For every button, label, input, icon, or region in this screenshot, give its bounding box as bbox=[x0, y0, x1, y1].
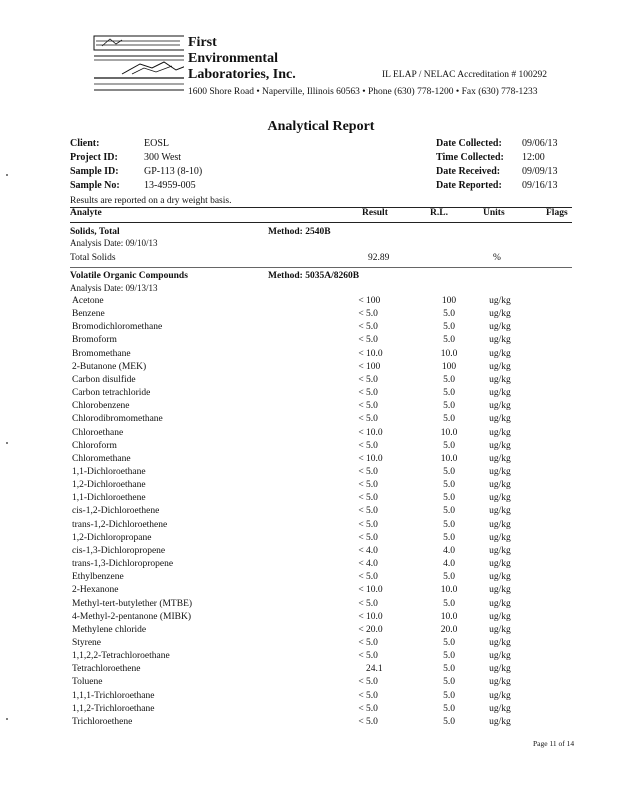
result-value: 5.0 bbox=[366, 716, 378, 727]
result-qualifier: < bbox=[358, 401, 364, 412]
result-qualifier: < bbox=[358, 690, 364, 701]
analyte-name: Toluene bbox=[72, 677, 103, 688]
table-row bbox=[0, 322, 642, 335]
result-qualifier: < bbox=[358, 374, 364, 385]
reporting-limit: 5.0 bbox=[443, 467, 455, 477]
result-units: ug/kg bbox=[489, 559, 511, 569]
analyte-name: Chloromethane bbox=[72, 453, 131, 464]
company-name-line3: Laboratories, Inc. bbox=[188, 67, 296, 82]
table-row bbox=[0, 638, 642, 651]
result-units: ug/kg bbox=[489, 677, 511, 688]
result-qualifier: < bbox=[358, 388, 364, 399]
result-value: 5.0 bbox=[366, 388, 378, 399]
result-units: ug/kg bbox=[489, 374, 511, 385]
result-value: 5.0 bbox=[366, 703, 378, 714]
reporting-limit: 5.0 bbox=[443, 506, 455, 517]
analyte-name: 1,1,2,2-Tetrachloroethane bbox=[72, 651, 170, 661]
result-value: 5.0 bbox=[366, 414, 378, 425]
result-value: 10.0 bbox=[366, 585, 383, 596]
result-qualifier: < bbox=[358, 440, 364, 451]
result-qualifier: < bbox=[358, 598, 364, 609]
scan-speck bbox=[6, 174, 8, 176]
result-value: 5.0 bbox=[366, 637, 378, 648]
result-value: 5.0 bbox=[366, 651, 378, 661]
result-qualifier: < bbox=[358, 677, 364, 688]
analyte-name: cis-1,3-Dichloropropene bbox=[72, 545, 166, 556]
result-units: ug/kg bbox=[489, 545, 511, 556]
reporting-limit: 5.0 bbox=[443, 480, 455, 491]
analyte-name: Bromodichloromethane bbox=[72, 322, 163, 333]
date-received-label: Date Received: bbox=[436, 166, 501, 177]
reporting-limit: 5.0 bbox=[443, 322, 455, 333]
basis-note: Results are reported on a dry weight basis. bbox=[70, 196, 232, 206]
result-units: ug/kg bbox=[489, 467, 511, 477]
result-qualifier: < bbox=[358, 414, 364, 425]
date-received-value: 09/09/13 bbox=[522, 166, 558, 177]
result-units: ug/kg bbox=[489, 296, 511, 306]
result-value: 10.0 bbox=[366, 348, 383, 359]
table-row bbox=[0, 704, 642, 717]
reporting-limit: 10.0 bbox=[440, 585, 458, 596]
analyte-name: Carbon tetrachloride bbox=[72, 388, 151, 399]
result-qualifier: < bbox=[358, 493, 364, 504]
lab-address: 1600 Shore Road • Naperville, Illinois 60563 • Phone (630) 778-1200 • Fax (630) 778-1233 bbox=[188, 87, 538, 97]
analyte-name: 4-Methyl-2-pentanone (MIBK) bbox=[72, 611, 191, 622]
result-qualifier: < bbox=[358, 322, 364, 333]
reporting-limit: 4.0 bbox=[443, 545, 455, 556]
result-value: 10.0 bbox=[366, 611, 383, 622]
result-value: 24.1 bbox=[366, 664, 383, 675]
result-qualifier: < bbox=[358, 637, 364, 648]
result-units: ug/kg bbox=[489, 506, 511, 517]
analyte-name: Acetone bbox=[72, 296, 104, 306]
analyte-name: trans-1,2-Dichloroethene bbox=[72, 519, 168, 530]
result-units: ug/kg bbox=[489, 651, 511, 661]
reporting-limit: 5.0 bbox=[443, 690, 455, 701]
analyte-name: 2-Butanone (MEK) bbox=[72, 361, 147, 372]
result-units: ug/kg bbox=[489, 637, 511, 648]
table-row bbox=[0, 717, 642, 730]
date-collected-label: Date Collected: bbox=[436, 138, 502, 149]
report-title: Analytical Report bbox=[267, 119, 375, 134]
analyte-name: 1,1,1-Trichloroethane bbox=[72, 690, 155, 701]
table-row bbox=[0, 625, 642, 638]
reporting-limit: 10.0 bbox=[440, 611, 458, 622]
time-collected-label: Time Collected: bbox=[436, 152, 504, 163]
result-units: ug/kg bbox=[489, 598, 511, 609]
result-value: 5.0 bbox=[366, 335, 378, 346]
client-label: Client: bbox=[70, 138, 100, 149]
analyte-name: Chlorobenzene bbox=[72, 401, 130, 412]
analyte-name: Methylene chloride bbox=[72, 624, 147, 635]
scan-speck bbox=[6, 442, 8, 444]
reporting-limit: 5.0 bbox=[443, 440, 455, 451]
result-qualifier: < bbox=[358, 335, 364, 346]
result-units: ug/kg bbox=[489, 664, 511, 675]
analyte-name: 1,2-Dichloropropane bbox=[72, 532, 152, 543]
company-name-line1: First bbox=[188, 35, 217, 50]
result-value: 100 bbox=[366, 296, 381, 306]
table-row bbox=[0, 375, 642, 388]
analyte-name: 1,2-Dichloroethane bbox=[72, 480, 146, 491]
result-units: ug/kg bbox=[489, 414, 511, 425]
result-units: ug/kg bbox=[489, 690, 511, 701]
table-row bbox=[0, 664, 642, 677]
analyte-name: 1,1-Dichloroethane bbox=[72, 467, 146, 477]
result-qualifier: < bbox=[358, 545, 364, 556]
result-qualifier: < bbox=[358, 651, 364, 661]
voc-section-title: Volatile Organic Compounds bbox=[70, 271, 188, 281]
table-row bbox=[0, 454, 642, 467]
reporting-limit: 5.0 bbox=[443, 637, 455, 648]
result-value: 5.0 bbox=[366, 519, 378, 530]
result-value: 5.0 bbox=[366, 480, 378, 491]
reporting-limit: 5.0 bbox=[443, 703, 455, 714]
result-qualifier: < bbox=[358, 480, 364, 491]
analyte-name: Styrene bbox=[72, 637, 102, 648]
section-divider bbox=[70, 267, 572, 268]
result-value: 5.0 bbox=[366, 322, 378, 333]
table-row bbox=[0, 467, 642, 480]
table-row bbox=[0, 401, 642, 414]
table-row bbox=[0, 506, 642, 519]
result-value: 4.0 bbox=[366, 559, 378, 569]
reporting-limit: 5.0 bbox=[443, 716, 455, 727]
table-row bbox=[0, 691, 642, 704]
reporting-limit: 5.0 bbox=[443, 598, 455, 609]
result-qualifier: < bbox=[358, 296, 364, 306]
sample-id-label: Sample ID: bbox=[70, 166, 119, 177]
result-qualifier: < bbox=[358, 361, 364, 372]
analyte-name: Chlorodibromomethane bbox=[72, 414, 163, 425]
col-units: Units bbox=[483, 208, 505, 218]
table-row bbox=[0, 428, 642, 441]
result-value: 5.0 bbox=[366, 440, 378, 451]
analyte-name: trans-1,3-Dichloropropene bbox=[72, 559, 174, 569]
result-value: 5.0 bbox=[366, 493, 378, 504]
col-rl: R.L. bbox=[430, 208, 448, 218]
analyte-name: 1,1-Dichloroethene bbox=[72, 493, 146, 504]
sample-no-label: Sample No: bbox=[70, 180, 120, 191]
table-row bbox=[0, 349, 642, 362]
result-units: ug/kg bbox=[489, 361, 511, 372]
scan-speck bbox=[6, 718, 8, 720]
result-units: ug/kg bbox=[489, 480, 511, 491]
total-solids-name: Total Solids bbox=[70, 253, 116, 263]
lab-logo-graphic bbox=[92, 34, 184, 94]
result-value: 10.0 bbox=[366, 427, 383, 438]
result-value: 100 bbox=[366, 361, 381, 372]
reporting-limit: 5.0 bbox=[443, 493, 455, 504]
reporting-limit: 20.0 bbox=[440, 624, 458, 635]
reporting-limit: 5.0 bbox=[443, 374, 455, 385]
result-value: 20.0 bbox=[366, 624, 383, 635]
analyte-name: Carbon disulfide bbox=[72, 374, 136, 385]
reporting-limit: 5.0 bbox=[443, 388, 455, 399]
reporting-limit: 100 bbox=[441, 296, 457, 306]
analyte-name: Chloroethane bbox=[72, 427, 124, 438]
reporting-limit: 5.0 bbox=[443, 414, 455, 425]
result-units: ug/kg bbox=[489, 427, 511, 438]
reporting-limit: 5.0 bbox=[443, 664, 455, 675]
result-value: 5.0 bbox=[366, 690, 378, 701]
col-analyte: Analyte bbox=[70, 208, 102, 218]
analyte-name: Chloroform bbox=[72, 440, 117, 451]
time-collected-value: 12:00 bbox=[522, 152, 545, 163]
reporting-limit: 5.0 bbox=[443, 309, 455, 320]
result-value: 5.0 bbox=[366, 598, 378, 609]
analyte-name: 1,1,2-Trichloroethane bbox=[72, 703, 155, 714]
table-row bbox=[0, 362, 642, 375]
reporting-limit: 5.0 bbox=[443, 519, 455, 530]
result-qualifier: < bbox=[358, 585, 364, 596]
client-value: EOSL bbox=[144, 138, 169, 149]
result-units: ug/kg bbox=[489, 572, 511, 583]
result-qualifier: < bbox=[358, 703, 364, 714]
accreditation: IL ELAP / NELAC Accreditation # 100292 bbox=[382, 70, 547, 80]
analyte-name: cis-1,2-Dichloroethene bbox=[72, 506, 160, 517]
date-reported-label: Date Reported: bbox=[436, 180, 502, 191]
table-row bbox=[0, 335, 642, 348]
result-units: ug/kg bbox=[489, 322, 511, 333]
reporting-limit: 10.0 bbox=[440, 427, 458, 438]
reporting-limit: 10.0 bbox=[440, 453, 458, 464]
result-qualifier: < bbox=[358, 572, 364, 583]
result-value: 5.0 bbox=[366, 467, 378, 477]
result-qualifier: < bbox=[358, 559, 364, 569]
reporting-limit: 5.0 bbox=[443, 335, 455, 346]
table-row bbox=[0, 651, 642, 664]
reporting-limit: 5.0 bbox=[443, 651, 455, 661]
table-row bbox=[0, 480, 642, 493]
table-row bbox=[0, 677, 642, 690]
total-solids-units: % bbox=[493, 253, 501, 263]
analyte-name: Benzene bbox=[72, 309, 105, 320]
reporting-limit: 5.0 bbox=[443, 401, 455, 412]
sample-id-value: GP-113 (8-10) bbox=[144, 166, 203, 177]
project-label: Project ID: bbox=[70, 152, 118, 163]
result-qualifier: < bbox=[358, 467, 364, 477]
result-value: 5.0 bbox=[366, 572, 378, 583]
table-row bbox=[0, 309, 642, 322]
result-units: ug/kg bbox=[489, 703, 511, 714]
project-value: 300 West bbox=[144, 152, 182, 163]
analyte-name: Bromomethane bbox=[72, 348, 131, 359]
date-collected-value: 09/06/13 bbox=[522, 138, 558, 149]
result-value: 4.0 bbox=[366, 545, 378, 556]
sample-no-value: 13-4959-005 bbox=[144, 180, 196, 191]
analyte-name: Methyl-tert-butylether (MTBE) bbox=[72, 598, 193, 609]
reporting-limit: 4.0 bbox=[443, 559, 455, 569]
result-units: ug/kg bbox=[489, 401, 511, 412]
solids-analysis-date: Analysis Date: 09/10/13 bbox=[70, 238, 158, 248]
reporting-limit: 5.0 bbox=[443, 572, 455, 583]
solids-section-title: Solids, Total bbox=[70, 227, 120, 237]
analyte-name: 2-Hexanone bbox=[72, 585, 119, 596]
result-qualifier: < bbox=[358, 519, 364, 530]
analyte-name: Trichloroethene bbox=[72, 716, 133, 727]
table-row bbox=[0, 388, 642, 401]
table-row bbox=[0, 533, 642, 546]
table-row bbox=[0, 585, 642, 598]
analyte-name: Bromoform bbox=[72, 335, 117, 346]
header-rule-bottom bbox=[70, 222, 572, 223]
table-row bbox=[0, 493, 642, 506]
result-units: ug/kg bbox=[489, 624, 511, 635]
result-qualifier: < bbox=[358, 453, 364, 464]
reporting-limit: 5.0 bbox=[443, 532, 455, 543]
result-value: 5.0 bbox=[366, 677, 378, 688]
result-units: ug/kg bbox=[489, 532, 511, 543]
table-row bbox=[0, 612, 642, 625]
table-row bbox=[0, 414, 642, 427]
result-units: ug/kg bbox=[489, 388, 511, 399]
result-qualifier: < bbox=[358, 427, 364, 438]
result-qualifier: < bbox=[358, 611, 364, 622]
col-flags: Flags bbox=[546, 208, 568, 218]
result-units: ug/kg bbox=[489, 440, 511, 451]
analyte-name: Tetrachloroethene bbox=[72, 664, 141, 675]
result-units: ug/kg bbox=[489, 335, 511, 346]
voc-method: Method: 5035A/8260B bbox=[268, 271, 360, 281]
result-units: ug/kg bbox=[489, 611, 511, 622]
table-row bbox=[0, 599, 642, 612]
result-qualifier: < bbox=[358, 532, 364, 543]
result-value: 5.0 bbox=[366, 401, 378, 412]
reporting-limit: 5.0 bbox=[443, 677, 455, 688]
result-qualifier: < bbox=[358, 624, 364, 635]
result-value: 5.0 bbox=[366, 374, 378, 385]
result-units: ug/kg bbox=[489, 309, 511, 320]
table-row bbox=[0, 296, 642, 309]
page-number: Page 11 of 14 bbox=[533, 739, 575, 748]
total-solids-result: 92.89 bbox=[368, 253, 390, 263]
solids-method: Method: 2540B bbox=[268, 227, 331, 237]
col-result: Result bbox=[362, 208, 388, 218]
analyte-name: Ethylbenzene bbox=[72, 572, 124, 583]
result-qualifier: < bbox=[358, 309, 364, 320]
lab-logo bbox=[92, 34, 184, 99]
voc-analysis-date: Analysis Date: 09/13/13 bbox=[70, 283, 158, 293]
date-reported-value: 09/16/13 bbox=[522, 180, 558, 191]
result-units: ug/kg bbox=[489, 348, 511, 359]
table-row bbox=[0, 520, 642, 533]
result-qualifier: < bbox=[358, 348, 364, 359]
table-row bbox=[0, 441, 642, 454]
result-value: 10.0 bbox=[366, 453, 383, 464]
result-units: ug/kg bbox=[489, 585, 511, 596]
company-name-line2: Environmental bbox=[188, 51, 278, 66]
table-row bbox=[0, 559, 642, 572]
result-value: 5.0 bbox=[366, 309, 378, 320]
result-qualifier: < bbox=[358, 506, 364, 517]
result-units: ug/kg bbox=[489, 519, 511, 530]
result-units: ug/kg bbox=[489, 716, 511, 727]
table-row bbox=[0, 546, 642, 559]
reporting-limit: 100 bbox=[441, 361, 457, 372]
table-row bbox=[0, 572, 642, 585]
reporting-limit: 10.0 bbox=[440, 348, 458, 359]
result-value: 5.0 bbox=[366, 532, 378, 543]
result-units: ug/kg bbox=[489, 453, 511, 464]
result-units: ug/kg bbox=[489, 493, 511, 504]
result-qualifier: < bbox=[358, 716, 364, 727]
result-value: 5.0 bbox=[366, 506, 378, 517]
